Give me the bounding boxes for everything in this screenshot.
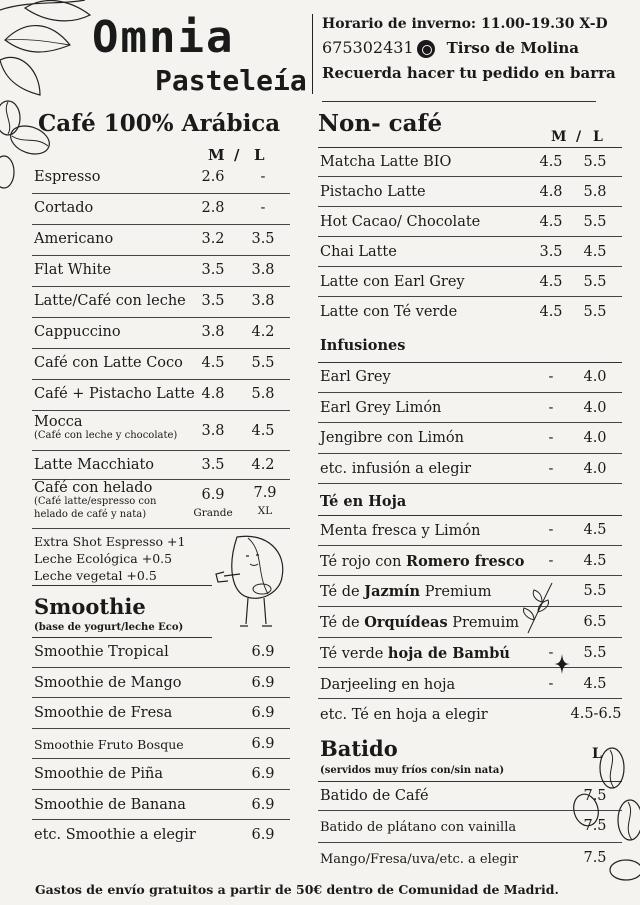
menu-item — [32, 790, 290, 821]
coffee-col-m: M — [208, 146, 225, 164]
menu-item — [32, 451, 290, 480]
item-name: Batido de plátano con vainilla — [320, 820, 517, 835]
menu-item — [32, 256, 290, 287]
price-m: 3.8 — [201, 324, 225, 340]
price-m: 3.5 — [539, 244, 563, 260]
price-l: 3.5 — [251, 231, 275, 247]
menu-item — [318, 393, 622, 424]
menu-item — [32, 820, 290, 851]
menu-item — [32, 194, 290, 225]
item-name: etc. Té en hoja a elegir — [320, 707, 488, 724]
item-name: Té de — [320, 584, 365, 601]
row-divider — [318, 483, 622, 484]
item-name: Menta fresca y Limón — [320, 523, 481, 539]
item-name: Flat White — [34, 262, 112, 278]
item-name: Café con helado — [34, 480, 153, 496]
smoothie-title: Smoothie — [34, 594, 146, 619]
smoothie-subtitle: (base de yogurt/leche Eco) — [34, 622, 184, 633]
item-name: Té rojo con — [320, 553, 407, 570]
item-name: Cappuccino — [34, 324, 121, 340]
noncafe-col-m: M — [551, 129, 567, 145]
price-l: 5.5 — [583, 274, 607, 290]
price-l: 4.5 — [583, 244, 607, 260]
item-name-wrap — [34, 457, 154, 473]
menu-item — [32, 637, 290, 668]
coffee-cup-character-illustration — [212, 532, 292, 632]
item-name: Mocca — [34, 414, 83, 430]
opening-hours: Horario de inverno: 11.00-19.30 X-D — [322, 16, 608, 32]
price-l: 4.0 — [583, 460, 607, 477]
item-name: Batido de Café — [320, 788, 429, 804]
price-l: 4.0 — [583, 430, 607, 446]
menu-item — [318, 423, 622, 454]
coffee-title: Café 100% Arábica — [38, 110, 281, 137]
item-name: Smoothie de Mango — [34, 674, 182, 691]
item-name: Smoothie de Banana — [34, 796, 186, 813]
item-name: Té verde — [320, 645, 388, 662]
price: 7.5 — [583, 850, 607, 866]
menu-item — [32, 287, 290, 318]
item-name-wrap — [34, 414, 177, 443]
menu-item — [318, 515, 622, 546]
price-l: 4.5 — [583, 675, 607, 692]
menu-item — [318, 699, 622, 730]
leaf-branch-icon — [0, 0, 100, 100]
item-name-wrap — [320, 522, 480, 539]
header-divider — [312, 14, 313, 94]
item-name-wrap — [320, 706, 488, 723]
price: 7.5 — [583, 818, 607, 834]
shipping-notice: Gastos de envío gratuitos a partir de 50€ dentro de Comunidad de Madrid. — [35, 882, 559, 897]
item-name: Smoothie Tropical — [34, 644, 169, 660]
brand-subtitle: Pasteleía — [155, 64, 307, 97]
item-name: Mango/Fresa/uva/etc. a elegir — [320, 852, 519, 867]
item-name: Smoothie Fruto Bosque — [34, 736, 184, 752]
item-name-rest: Premium — [420, 584, 492, 601]
item-name: etc. Smoothie a elegir — [34, 827, 196, 843]
price-m: 4.5 — [539, 214, 563, 230]
extras-divider — [32, 585, 212, 586]
item-name: Cortado — [34, 200, 94, 216]
price-m: - — [548, 369, 554, 385]
extra-shot: Extra Shot Espresso +1 — [34, 534, 186, 549]
price-m: - — [548, 552, 554, 569]
sparkle-icon — [553, 654, 571, 674]
menu-item — [32, 668, 290, 699]
menu-item — [318, 237, 622, 267]
menu-item — [32, 411, 290, 451]
price-l: 3.8 — [251, 293, 275, 309]
extras-list — [34, 534, 185, 585]
item-note: (Café latte/espresso con — [34, 496, 157, 507]
price-l: 4.5 — [583, 552, 607, 569]
item-name: Darjeeling en hoja — [320, 676, 456, 693]
price-m: 6.9 — [201, 487, 225, 503]
item-name-wrap — [34, 231, 113, 247]
item-name-wrap — [34, 293, 186, 309]
item-name-bold: Jazmín — [364, 583, 421, 601]
menu-item — [318, 297, 622, 327]
price-m: 4.5 — [201, 355, 225, 371]
item-name-wrap — [320, 553, 524, 570]
item-name: Smoothie de Piña — [34, 766, 163, 782]
price: 6.9 — [251, 827, 275, 843]
price-m: - — [548, 399, 554, 416]
batido-col-l: L — [592, 746, 602, 762]
size-label-xl: XL — [257, 505, 273, 517]
price-l: 5.8 — [583, 184, 607, 200]
batido-subtitle: (servidos muy fríos con/sin nata) — [320, 765, 505, 776]
item-name: Jengibre con Limón — [320, 430, 464, 446]
price-m: 3.5 — [201, 262, 225, 278]
size-label-grande: Grande — [193, 507, 233, 519]
item-name: Earl Grey Limón — [320, 399, 442, 416]
noncafe-col-l: L — [593, 129, 603, 145]
price-l: 5.5 — [583, 304, 607, 320]
price: 6.9 — [251, 644, 275, 660]
menu-item — [318, 454, 622, 485]
price-m: 3.2 — [201, 231, 225, 247]
price-m: 3.5 — [201, 293, 225, 309]
item-name-rest: Premuim — [447, 615, 519, 632]
item-name: etc. infusión a elegir — [320, 460, 472, 477]
price-l: 5.5 — [583, 214, 607, 230]
price-l: 5.5 — [251, 355, 275, 371]
price-l: 4.2 — [251, 324, 275, 340]
item-name: Latte/Café con leche — [34, 293, 186, 309]
item-name-wrap — [34, 386, 195, 402]
price: 7.5 — [583, 788, 607, 804]
item-name: Matcha Latte BIO — [320, 154, 452, 170]
menu-item — [318, 546, 622, 577]
price-m: 3.5 — [201, 457, 225, 473]
item-name: Hot Cacao/ Chocolate — [320, 214, 481, 230]
price: 6.9 — [251, 796, 275, 813]
extra-leche-eco: Leche Ecológica +0.5 — [34, 550, 173, 566]
whatsapp-icon[interactable] — [417, 40, 435, 58]
order-notice: Recuerda hacer tu pedido en barra — [322, 64, 616, 82]
menu-item — [318, 638, 622, 669]
item-name-wrap — [320, 676, 455, 693]
price-m: 4.5 — [539, 154, 563, 170]
price-m: - — [548, 522, 554, 538]
price-l: 5.5 — [583, 154, 607, 170]
item-name: Café + Pistacho Latte — [34, 386, 195, 402]
item-name-bold: Romero fresco — [406, 552, 525, 570]
item-name: Latte con Earl Grey — [320, 274, 465, 290]
item-name: Té de — [320, 615, 365, 632]
menu-item — [32, 729, 290, 760]
menu-item — [318, 669, 622, 700]
noncafe-title: Non- café — [318, 110, 443, 137]
price-l: 6.5 — [583, 614, 607, 631]
item-name-wrap — [34, 324, 121, 340]
item-note: helado de café y nata) — [34, 508, 147, 520]
menu-item — [32, 698, 290, 729]
menu-item — [32, 380, 290, 411]
price-l: 5.5 — [583, 644, 607, 661]
menu-item — [32, 318, 290, 349]
menu-item — [318, 607, 622, 638]
metro-station: Tirso de Molina — [446, 39, 579, 57]
coffee-beans-decoration-icon — [574, 748, 640, 888]
menu-item — [318, 362, 622, 393]
price-l: 4.5-6.5 — [570, 706, 622, 723]
noncafe-col-sep: / — [576, 129, 582, 145]
price-m: 2.6 — [201, 169, 225, 185]
item-name: Pistacho Latte — [320, 184, 426, 200]
extra-leche-vegetal: Leche vegetal +0.5 — [34, 567, 157, 583]
price: 6.9 — [251, 766, 275, 782]
coffee-col-l: L — [254, 146, 265, 164]
item-name: Smoothie de Fresa — [34, 705, 173, 721]
price-m: 2.8 — [201, 200, 225, 216]
price-l: 4.2 — [251, 457, 275, 473]
menu-item — [32, 349, 290, 380]
te-title: Té en Hoja — [320, 493, 407, 510]
price-l: 4.0 — [583, 399, 607, 416]
price-l: 4.0 — [583, 369, 607, 385]
phone-number[interactable]: 675302431 — [322, 38, 414, 57]
item-name: Chai Latte — [320, 244, 397, 260]
price-m: 3.8 — [201, 423, 225, 439]
menu-item — [318, 207, 622, 237]
price-m: 4.8 — [539, 184, 563, 200]
menu-item — [318, 177, 622, 207]
item-name-wrap — [34, 169, 100, 185]
price-l: 3.8 — [251, 262, 275, 278]
item-name-wrap — [34, 200, 93, 216]
item-note: (Café con leche y chocolate) — [34, 430, 178, 441]
item-name: Café con Latte Coco — [34, 355, 183, 371]
contact-line — [322, 38, 579, 58]
price-m: - — [548, 644, 554, 661]
price-m: - — [548, 460, 554, 477]
price-m: 4.5 — [539, 304, 563, 320]
price: 6.9 — [251, 735, 275, 752]
header-underline — [322, 101, 596, 102]
coffee-col-sep: / — [234, 146, 240, 164]
menu-item-cafe-helado — [32, 477, 290, 529]
price-l: 4.5 — [583, 522, 607, 538]
item-name-wrap — [320, 614, 519, 631]
menu-item — [318, 267, 622, 297]
price-l: 7.9 — [253, 485, 277, 501]
item-name-bold: hoja de Bambú — [387, 644, 510, 662]
herb-sprig-icon — [520, 578, 560, 638]
item-name-wrap — [320, 645, 510, 662]
infusiones-title: Infusiones — [320, 337, 406, 354]
price: 6.9 — [251, 705, 275, 721]
item-name-wrap — [320, 583, 491, 600]
item-name-wrap — [34, 355, 183, 371]
price-l: - — [260, 200, 266, 216]
price-m: - — [548, 675, 554, 692]
price-l: 5.8 — [251, 386, 275, 402]
price-m: 4.8 — [201, 386, 225, 402]
price-l: - — [260, 169, 266, 185]
item-name: Latte con Té verde — [320, 304, 458, 320]
item-name: Espresso — [34, 169, 101, 185]
item-name: Latte Macchiato — [34, 457, 155, 473]
item-name-wrap — [34, 262, 111, 278]
price: 6.9 — [251, 674, 275, 691]
item-name: Earl Grey — [320, 369, 391, 385]
price-m: 4.5 — [539, 274, 563, 290]
batido-title: Batido — [320, 736, 398, 761]
price-m: - — [548, 430, 554, 446]
price-l: 4.5 — [251, 423, 275, 439]
item-name: Americano — [34, 231, 114, 247]
item-name-bold: Orquídeas — [364, 614, 448, 632]
menu-item — [32, 163, 290, 194]
menu-item — [32, 225, 290, 256]
price-l: 5.5 — [583, 583, 607, 600]
menu-item — [32, 759, 290, 790]
menu-item — [318, 576, 622, 607]
menu-item — [318, 147, 622, 177]
brand-name: Omnia — [92, 12, 235, 63]
